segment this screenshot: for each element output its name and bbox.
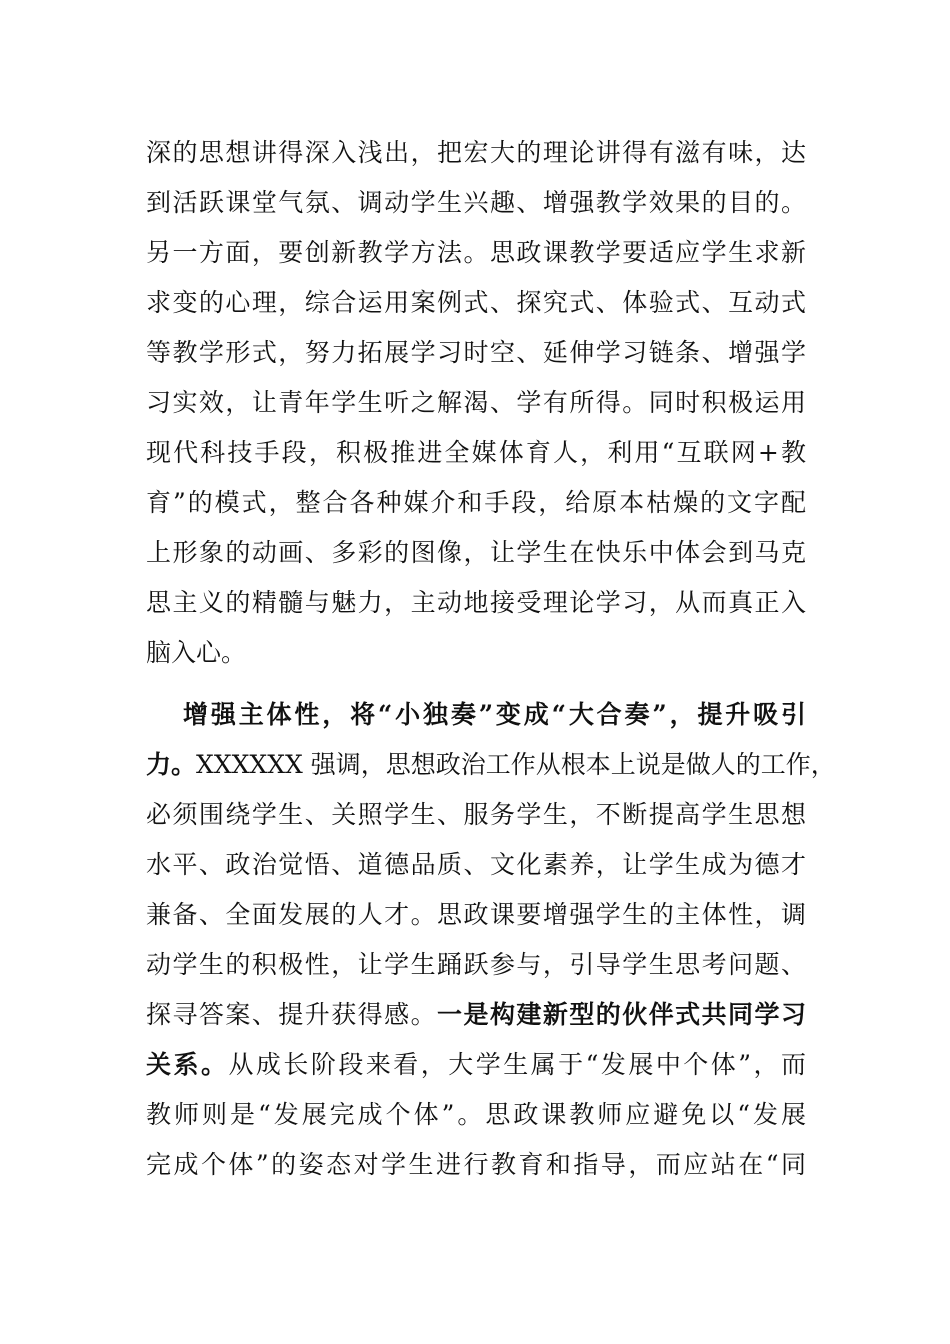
paragraph-line: 兼备、全面发展的人才。思政课要增强学生的主体性，调 bbox=[146, 900, 806, 929]
paragraph-line: 思主义的精髓与魅力，主动地接受理论学习，从而真正入 bbox=[146, 588, 806, 617]
body-text: 从成长阶段来看，大学生属于“发展中个体”，而 bbox=[228, 1050, 806, 1079]
bold-heading-text: 力。 bbox=[146, 750, 197, 779]
paragraph-line: 脑入心。 bbox=[146, 638, 247, 667]
paragraph-line: 另一方面，要创新教学方法。思政课教学要适应学生求新 bbox=[146, 238, 806, 267]
paragraph-line: 等教学形式，努力拓展学习时空、延伸学习链条、增强学 bbox=[146, 338, 806, 367]
bold-point-text: 关系。 bbox=[146, 1050, 229, 1079]
paragraph-line: 育”的模式，整合各种媒介和手段，给原本枯燥的文字配 bbox=[146, 488, 806, 517]
paragraph-heading-line bbox=[183, 690, 806, 740]
paragraph-line: 深的思想讲得深入浅出，把宏大的理论讲得有滋有味，达 bbox=[146, 138, 806, 167]
paragraph-line: 水平、政治觉悟、道德品质、文化素养，让学生成为德才 bbox=[146, 850, 806, 879]
paragraph-line: 习实效，让青年学生听之解渴、学有所得。同时积极运用 bbox=[146, 388, 806, 417]
paragraph-line: 必须围绕学生、关照学生、服务学生，不断提高学生思想 bbox=[146, 800, 806, 829]
paragraph-line bbox=[146, 740, 836, 790]
paragraph-line: 上形象的动画、多彩的图像，让学生在快乐中体会到马克 bbox=[146, 538, 806, 567]
paragraph-line bbox=[146, 1040, 806, 1090]
bold-heading-text: 增强主体性，将“小独奏”变成“大合奏”，提升吸引 bbox=[183, 700, 806, 729]
bold-point-text: 一是构建新型的伙伴式共同学习 bbox=[437, 1000, 806, 1029]
paragraph-line: 求变的心理，综合运用案例式、探究式、体验式、互动式 bbox=[146, 288, 806, 317]
paragraph-line bbox=[146, 990, 806, 1040]
paragraph-line: 动学生的积极性，让学生踊跃参与，引导学生思考问题、 bbox=[146, 950, 806, 979]
paragraph-line: 到活跃课堂气氛、调动学生兴趣、增强教学效果的目的。 bbox=[146, 188, 806, 217]
body-text: XXXXXX 强调，思想政治工作从根本上说是做人的工作， bbox=[196, 750, 836, 779]
body-text: 探寻答案、提升获得感。 bbox=[146, 1000, 438, 1029]
paragraph-line: 完成个体”的姿态对学生进行教育和指导，而应站在“同 bbox=[146, 1150, 806, 1179]
paragraph-line: 教师则是“发展完成个体”。思政课教师应避免以“发展 bbox=[146, 1100, 806, 1129]
paragraph-line: 现代科技手段，积极推进全媒体育人，利用“互联网+教 bbox=[146, 438, 806, 467]
